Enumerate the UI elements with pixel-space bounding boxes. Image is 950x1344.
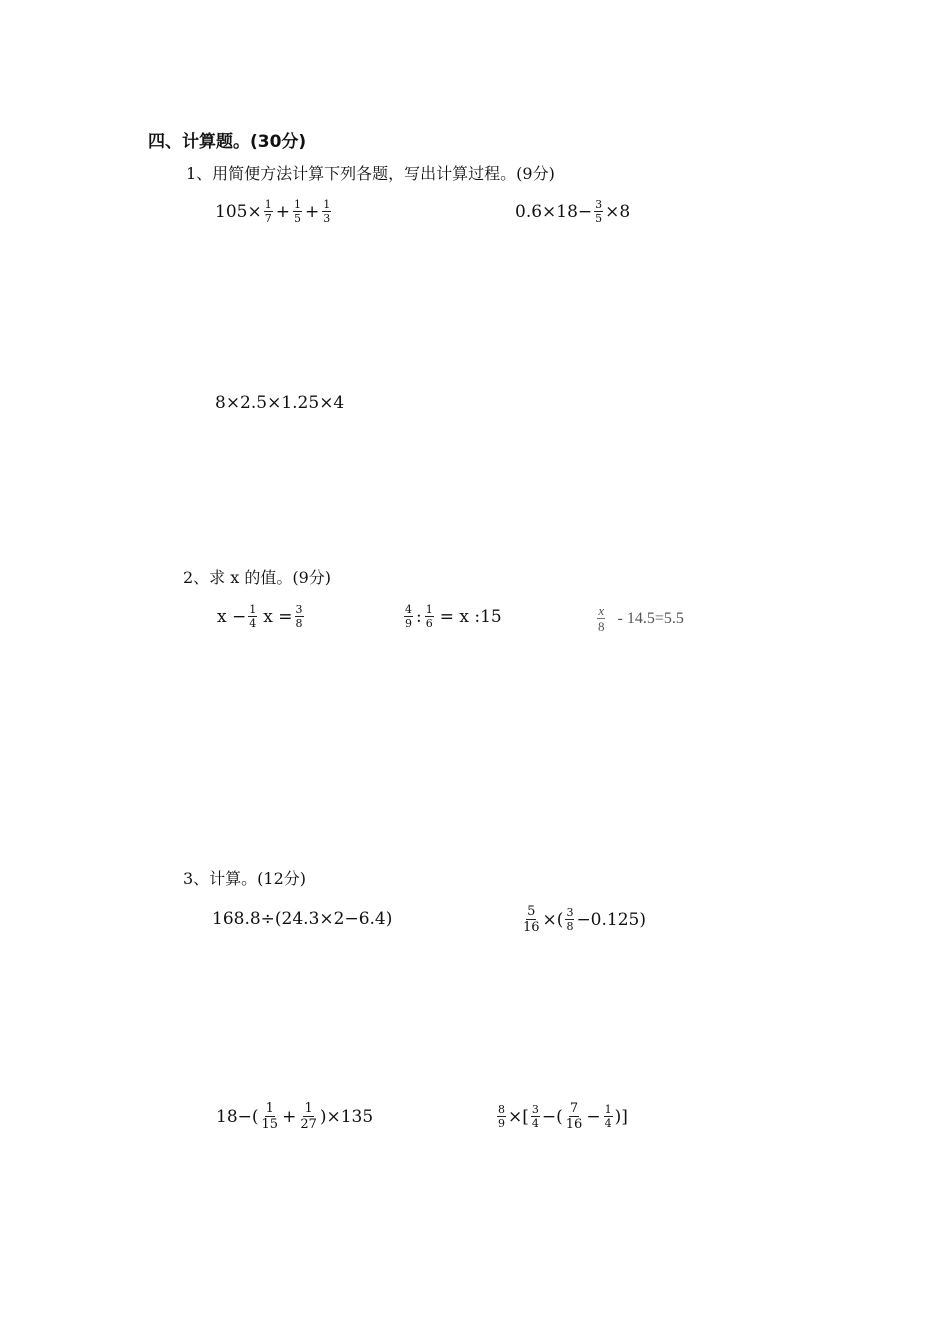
q3-title: 3、计算。(12分)	[183, 869, 307, 888]
fraction: $\frac{3}{8}$	[566, 906, 574, 933]
operator: +	[275, 201, 290, 222]
fraction: $\frac{1}{3}$	[323, 198, 331, 225]
section-title: 四、计算题。(30分)	[148, 132, 307, 152]
q2-expr-3	[595, 603, 684, 634]
expr-text: ×8	[605, 201, 631, 222]
q2-expr-2	[402, 603, 502, 630]
q3-expr-4	[495, 1101, 628, 1132]
expr-text: 168.8÷(24.3×2−6.4)	[212, 909, 393, 929]
q2-expr-1	[217, 603, 306, 630]
expr-text: 105×	[215, 201, 262, 222]
expr-text: )×135	[319, 1106, 374, 1127]
fraction: $\frac{1}{7}$	[264, 198, 272, 225]
q2-title: 2、求 x 的值。(9分)	[183, 568, 332, 587]
q1-expr-2	[515, 198, 630, 225]
expr-text: - 14.5=5.5	[617, 609, 684, 627]
expr-text: 18−(	[216, 1106, 259, 1127]
fraction: $\frac{5}{16}$	[523, 904, 540, 935]
operator: +	[304, 201, 320, 222]
expr-text: −0.125)	[576, 909, 646, 930]
q1-title: 1、用简便方法计算下列各题，写出计算过程。(9分)	[186, 164, 555, 183]
fraction: $\frac{4}{9}$	[405, 603, 412, 630]
fraction: $\frac{1}{6}$	[425, 603, 433, 630]
operator: +	[282, 1106, 297, 1127]
expr-text: ×(	[542, 909, 564, 930]
expr-text: = x :15	[439, 606, 502, 627]
fraction: $\frac{1}{4}$	[249, 603, 257, 630]
colon: :	[416, 606, 422, 627]
q3-expr-2	[520, 904, 646, 935]
fraction: $\frac{1}{27}$	[300, 1101, 317, 1132]
expr-text: −(	[541, 1106, 563, 1127]
q3-expr-1	[212, 909, 392, 929]
fraction: $\frac{1}{15}$	[261, 1101, 279, 1132]
expr-text: 8×2.5×1.25×4	[215, 393, 345, 413]
fraction: $\frac{1}{4}$	[604, 1103, 612, 1130]
fraction: $\frac{8}{9}$	[498, 1103, 505, 1130]
fraction: $\frac{7}{16}$	[565, 1101, 583, 1132]
expr-text: )]	[614, 1106, 628, 1127]
expr-text: x =	[263, 606, 293, 627]
fraction: $\frac{x}{8}$	[598, 603, 605, 634]
expr-text: ×[	[508, 1106, 529, 1127]
q1-expr-1	[215, 198, 333, 225]
expr-text: x −	[217, 606, 247, 627]
fraction: $\frac{3}{8}$	[295, 603, 303, 630]
operator: −	[586, 1106, 601, 1127]
q1-expr-3	[215, 393, 344, 413]
q3-expr-3	[216, 1101, 373, 1132]
fraction: $\frac{3}{4}$	[531, 1103, 539, 1130]
fraction: $\frac{1}{5}$	[293, 198, 301, 225]
fraction: $\frac{3}{5}$	[595, 198, 603, 225]
expr-text: 0.6×18−	[515, 201, 593, 222]
